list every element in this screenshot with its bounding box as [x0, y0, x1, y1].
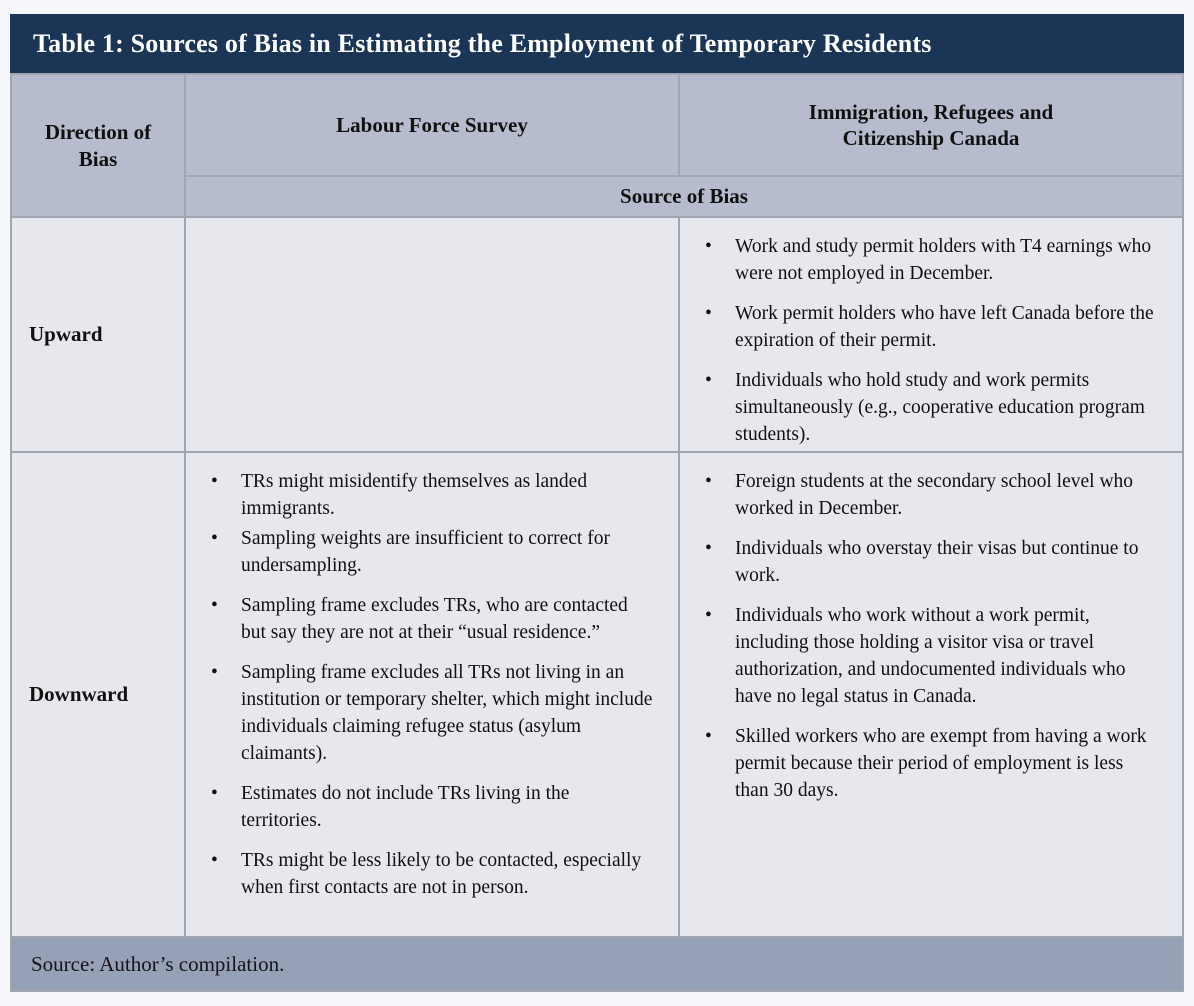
bullet-item: • Individuals who hold study and work permits simultaneously (e.g., cooperative education program students).	[692, 367, 1158, 448]
bias-table	[10, 73, 1184, 992]
table-title: Table 1: Sources of Bias in Estimating the Employment of Temporary Residents	[33, 28, 932, 58]
table-frame	[10, 14, 1184, 992]
bullet-item: • Foreign students at the secondary school level who worked in December.	[692, 468, 1158, 522]
cell-upward-ircc	[680, 218, 1182, 453]
cell-downward-ircc	[680, 453, 1182, 938]
bullet-item: • Sampling weights are insufficient to correct for undersampling.	[198, 525, 654, 579]
bullet-item: • Estimates do not include TRs living in the territories.	[198, 780, 654, 834]
bullet-item: • Work and study permit holders with T4 earnings who were not employed in December.	[692, 233, 1158, 287]
cell-upward-lfs-empty	[186, 218, 680, 453]
bullet-item: • Skilled workers who are exempt from having a work permit because their period of employment is less than 30 days.	[692, 723, 1158, 804]
header-ircc-label: Immigration, Refugees and Citizenship Canada	[808, 99, 1054, 150]
table-source-note: Source: Author’s compilation.	[12, 938, 1182, 990]
header-source-of-bias-label: Source of Bias	[620, 184, 748, 209]
header-ircc	[680, 75, 1182, 177]
upward-ircc-bullet-list	[680, 218, 1182, 467]
header-labour-force-survey-label: Labour Force Survey	[336, 112, 528, 137]
bullet-item: • Individuals who work without a work permit, including those holding a visitor visa or travel authorization, and undocumented individuals who have no legal status in Canada.	[692, 602, 1158, 710]
header-direction-of-bias	[12, 75, 186, 218]
header-direction-of-bias-label: Direction of Bias	[44, 120, 152, 171]
row-label-upward: Upward	[12, 218, 186, 453]
row-label-downward: Downward	[12, 453, 186, 938]
downward-ircc-bullet-list	[680, 453, 1182, 823]
header-labour-force-survey	[186, 75, 680, 177]
bullet-item: • TRs might misidentify themselves as landed immigrants.	[198, 468, 654, 522]
downward-lfs-bullet-list	[186, 453, 678, 920]
header-source-of-bias	[186, 177, 1182, 218]
bullet-item: • Individuals who overstay their visas but continue to work.	[692, 535, 1158, 589]
cell-downward-lfs	[186, 453, 680, 938]
table-title-bar	[10, 14, 1184, 73]
bullet-item: • TRs might be less likely to be contacted, especially when first contacts are not in person.	[198, 847, 654, 901]
bullet-item: • Work permit holders who have left Canada before the expiration of their permit.	[692, 300, 1158, 354]
bullet-item: • Sampling frame excludes all TRs not living in an institution or temporary shelter, which might include individuals claiming refugee status (asylum claimants).	[198, 659, 654, 767]
bullet-item: • Sampling frame excludes TRs, who are contacted but say they are not at their “usual residence.”	[198, 592, 654, 646]
